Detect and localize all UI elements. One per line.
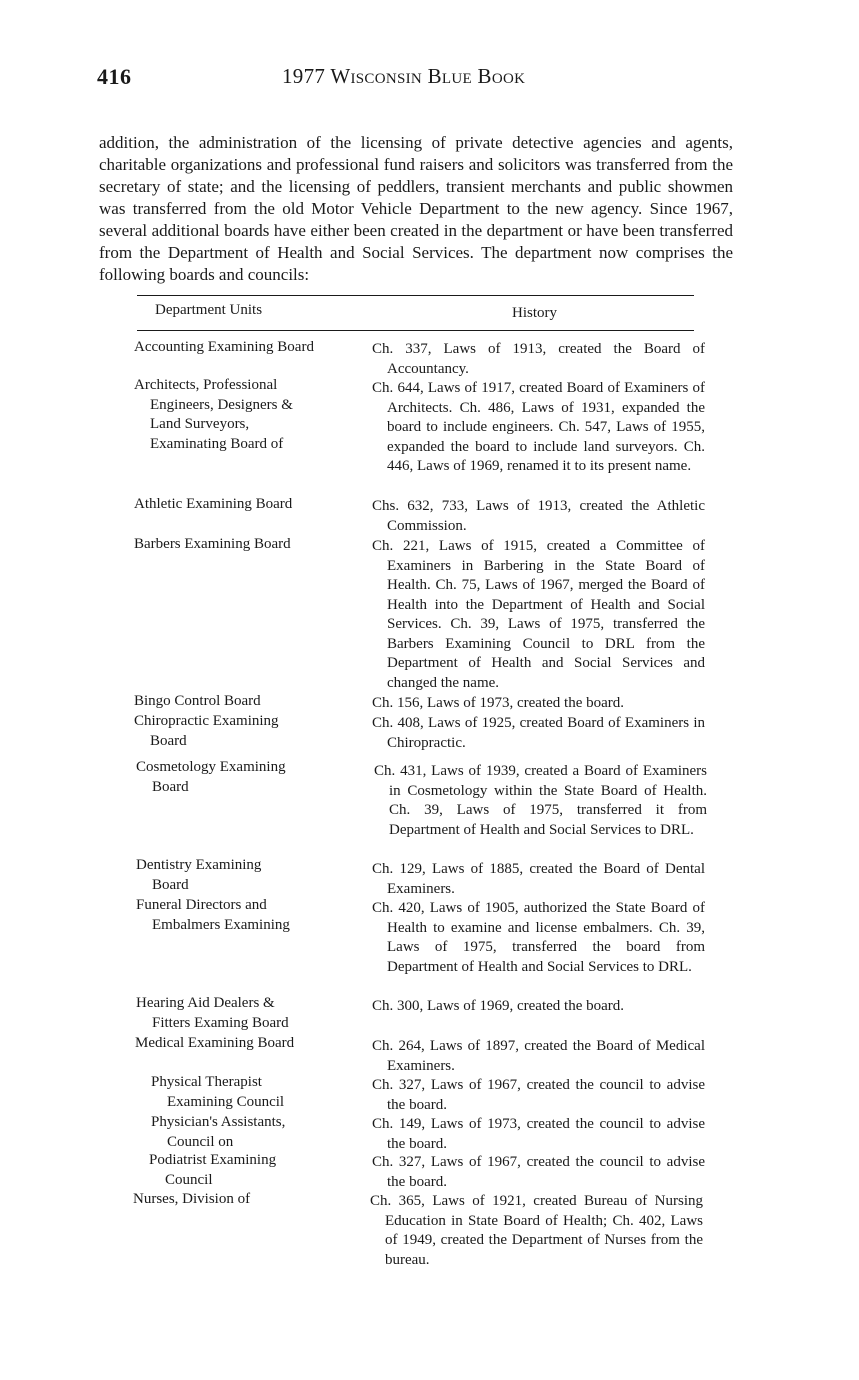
unit-funeral xyxy=(136,896,371,935)
unit-cosmetology xyxy=(136,758,371,797)
unit-line: Chiropractic Examining xyxy=(134,713,279,729)
history-bingo: Ch. 156, Laws of 1973, created the board. xyxy=(372,695,625,711)
unit-line: Fitters Examing Board xyxy=(152,1014,289,1031)
unit-physical-therapist xyxy=(135,1073,370,1112)
history-nurses: Ch. 365, Laws of 1921, created Bureau of Nursing Education in State Board of Health; Ch. 402, Laws of 1949, created the Department of Nurses from the bureau. xyxy=(370,1193,703,1268)
running-head: 1977 Wisconsin Blue Book xyxy=(282,64,526,88)
unit-line: Barbers Examining Board xyxy=(134,536,291,552)
history-athletic: Chs. 632, 733, Laws of 1913, created the Athletic Commission. xyxy=(372,498,705,534)
history-barbers: Ch. 221, Laws of 1915, created a Committee of Examiners in Barbering in the State Board of Health. Ch. 75, Laws of 1967, merged the Board of Health into the Department of Health and Social Services. Ch. 39, Laws of 1975, transferred the Barbers Examining Council to DRL from the Department of Health and Social Services and changed the name. xyxy=(372,538,705,691)
unit-line: Bingo Control Board xyxy=(134,693,261,709)
unit-line: Examinating Board of xyxy=(150,435,284,452)
unit-chiropractic xyxy=(134,712,369,751)
unit-medical xyxy=(135,1034,370,1054)
unit-line: Embalmers Examining xyxy=(152,916,290,933)
unit-line: Athletic Examining Board xyxy=(134,496,293,512)
unit-bingo xyxy=(134,692,369,712)
unit-line: Funeral Directors and xyxy=(136,897,267,913)
unit-nurses xyxy=(133,1190,368,1210)
table-header-rule xyxy=(137,330,694,331)
history-funeral: Ch. 420, Laws of 1905, authorized the State Board of Health to examine and license embalmers. Ch. 39, Laws of 1975, transferred the board from Department of Health and Social Services to DRL. xyxy=(372,900,705,975)
unit-line: Council on xyxy=(167,1133,234,1150)
unit-athletic xyxy=(134,495,369,515)
table-top-rule xyxy=(137,295,694,296)
unit-podiatrist xyxy=(133,1151,368,1190)
unit-line: Council xyxy=(165,1171,213,1188)
unit-hearing-aid xyxy=(136,994,371,1033)
unit-line: Physical Therapist xyxy=(151,1074,262,1090)
column-header-history: History xyxy=(512,305,557,321)
unit-line: Board xyxy=(150,732,187,749)
history-chiropractic: Ch. 408, Laws of 1925, created Board of Examiners in Chiropractic. xyxy=(372,715,705,751)
unit-line: Board xyxy=(152,876,189,893)
history-hearing-aid: Ch. 300, Laws of 1969, created the board. xyxy=(372,998,625,1014)
history-physicians-assistants: Ch. 149, Laws of 1973, created the council to advise the board. xyxy=(372,1116,705,1152)
unit-line: Nurses, Division of xyxy=(133,1191,251,1207)
history-cosmetology: Ch. 431, Laws of 1939, created a Board of Examiners in Cosmetology within the State Board of Health. Ch. 39, Laws of 1975, transferred it from Department of Health and Social Services to DRL. xyxy=(374,763,707,838)
unit-dentistry xyxy=(136,856,371,895)
page-number: 416 xyxy=(97,64,132,89)
intro-paragraph: addition, the administration of the licensing of private detective agencies and agents, charitable organizations and professional fund raisers and solicitors was transferred from the secretary of state; and the licensing of peddlers, transient merchants and public showmen was transferred from the old Motor Vehicle Department to the new agency. Since 1967, several additional boards have either been created in the department or have been transferred from the Department of Health and Social Services. The department now comprises the following boards and councils: xyxy=(99,133,733,284)
unit-architects xyxy=(134,376,369,454)
history-architects: Ch. 644, Laws of 1917, created Board of Examiners of Architects. Ch. 486, Laws of 1931, expanded the board to include engineers. Ch. 547, Laws of 1955, expanded the board to include land surveyors. Ch. 446, Laws of 1969, renamed it to its present name. xyxy=(372,380,705,474)
unit-barbers xyxy=(134,535,369,555)
unit-line: Physician's Assistants, xyxy=(151,1114,286,1130)
history-accounting: Ch. 337, Laws of 1913, created the Board of Accountancy. xyxy=(372,341,705,377)
history-medical: Ch. 264, Laws of 1897, created the Board of Medical Examiners. xyxy=(372,1038,705,1074)
unit-accounting xyxy=(134,338,369,358)
unit-line: Cosmetology Examining xyxy=(136,759,286,775)
unit-physicians-assistants xyxy=(135,1113,370,1152)
history-dentistry: Ch. 129, Laws of 1885, created the Board of Dental Examiners. xyxy=(372,861,705,897)
unit-line: Architects, Professional xyxy=(134,377,278,393)
unit-line: Accounting Examining Board xyxy=(134,339,314,355)
unit-line: Podiatrist Examining xyxy=(149,1152,277,1168)
history-podiatrist: Ch. 327, Laws of 1967, created the council to advise the board. xyxy=(372,1154,705,1190)
unit-line: Hearing Aid Dealers & xyxy=(136,995,275,1011)
unit-line: Board xyxy=(152,778,189,795)
column-header-units: Department Units xyxy=(155,302,263,318)
history-physical-therapist: Ch. 327, Laws of 1967, created the council to advise the board. xyxy=(372,1077,705,1113)
unit-line: Engineers, Designers & xyxy=(150,396,293,413)
unit-line: Land Surveyors, xyxy=(150,416,250,432)
unit-line: Medical Examining Board xyxy=(135,1035,295,1051)
unit-line: Dentistry Examining xyxy=(136,857,262,873)
unit-line: Examining Council xyxy=(167,1093,285,1110)
